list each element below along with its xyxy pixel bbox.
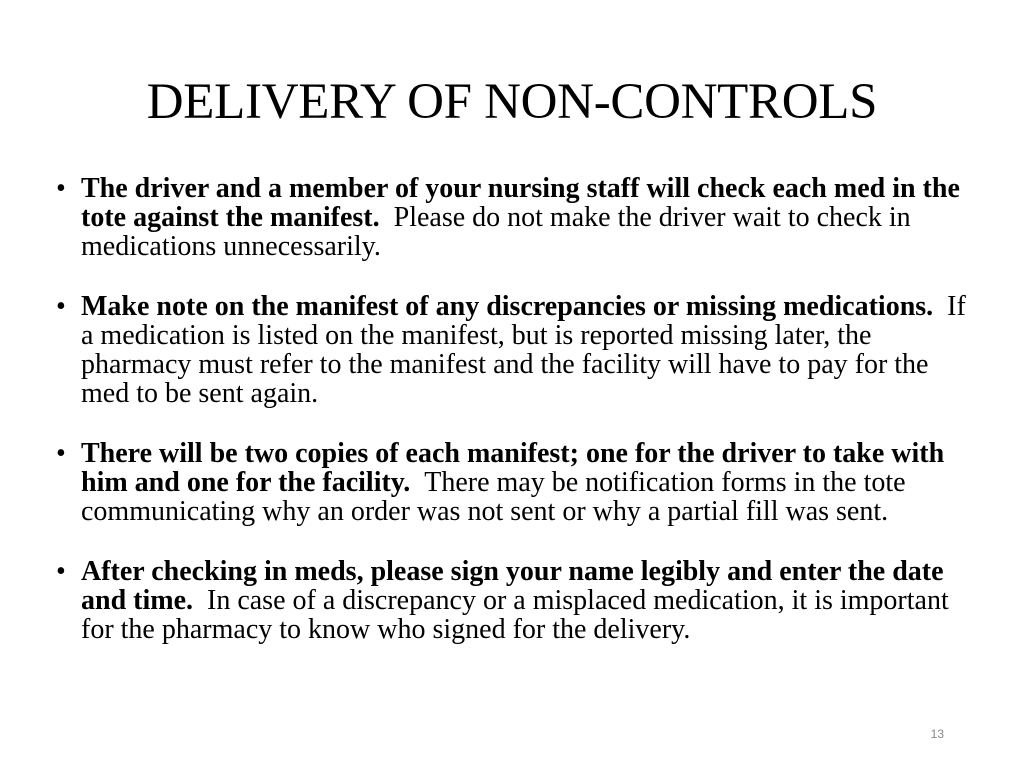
bullet-item — [56, 174, 966, 261]
bullet-lead-text: After checking in meds, please sign your name legibly and enter the date and time. — [81, 556, 944, 616]
bullet-lead-text: Make note on the manifest of any discrepancies or missing medications. — [81, 291, 934, 322]
bullet-icon: • — [56, 173, 66, 204]
bullet-icon: • — [56, 291, 66, 322]
bullet-icon: • — [56, 438, 66, 469]
bullet-body-text: There may be notification forms in the tote communicating why an order was not sent or why a partial fill was sent. — [81, 467, 906, 527]
bullet-body-text: Please do not make the driver wait to check in medications unnecessarily. — [81, 202, 911, 262]
bullet-body-text: In case of a discrepancy or a misplaced medication, it is important for the pharmacy to know who signed for the delivery. — [81, 585, 949, 645]
bullet-icon: • — [56, 556, 66, 587]
slide-title: DELIVERY OF NON-CONTROLS — [146, 74, 878, 130]
bullet-lead-text: There will be two copies of each manifest; one for the driver to take with him and one for the facility. — [81, 438, 945, 498]
bullet-item — [56, 292, 966, 408]
bullet-item — [56, 439, 966, 526]
bullet-lead-text: The driver and a member of your nursing staff will check each med in the tote against the manifest. — [81, 173, 960, 233]
bullet-item — [56, 557, 966, 644]
bullet-list — [56, 174, 966, 675]
slide-number: 13 — [930, 727, 944, 741]
bullet-body-text: If a medication is listed on the manifest, but is reported missing later, the pharmacy must refer to the manifest and the facility will have to pay for the med to be sent again. — [81, 291, 966, 409]
